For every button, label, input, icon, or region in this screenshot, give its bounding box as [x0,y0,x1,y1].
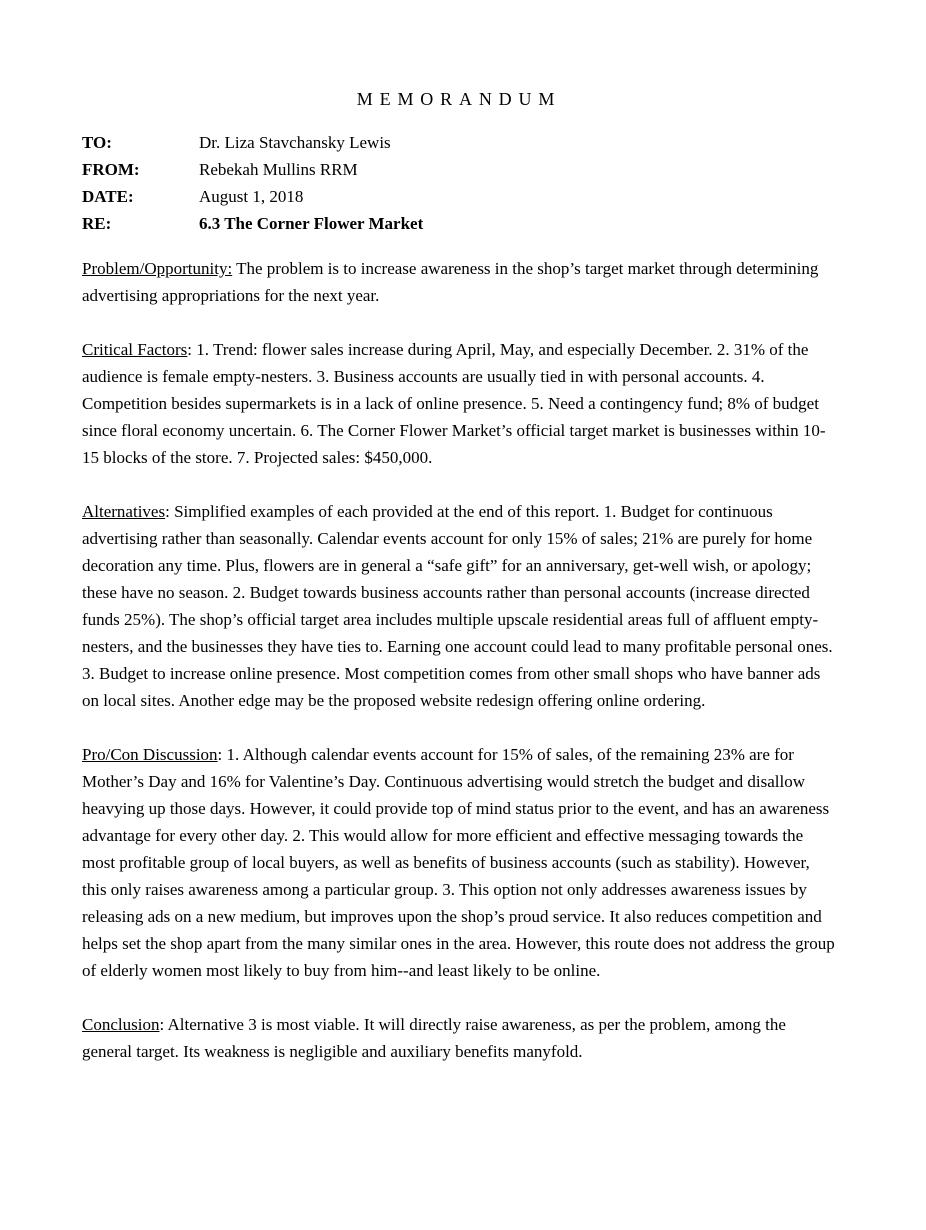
section-heading: Pro/Con Discussion [82,745,218,764]
paragraph-critical-factors [82,336,836,471]
header-row-to [82,129,423,156]
paragraph-problem-opportunity [82,255,836,309]
header-row-re [82,210,423,237]
section-separator: : [187,340,197,359]
memo-title: MEMORANDUM [356,89,562,109]
header-row-from [82,156,423,183]
header-field-value: Rebekah Mullins RRM [199,160,358,179]
paragraph-pro-con-discussion [82,741,836,984]
section-body: The problem is to increase awareness in the shop’s target market through determining advertising appropriations for the next year. [82,259,819,305]
section-heading: Conclusion [82,1015,160,1034]
header-field-value: Dr. Liza Stavchansky Lewis [199,133,391,152]
section-separator: : [217,745,227,764]
header-field-value: August 1, 2018 [199,187,304,206]
section-heading: Alternatives [82,502,166,521]
section-body: 1. Trend: flower sales increase during April, May, and especially December. 2. 31% of the audience is female empty-nesters. 3. Business accounts are usually tied in with personal accounts. 4. Competition besides supermarkets is in a lack of online presence. 5. Need a contingency fund; 8% of budget since floral economy uncertain. 6. The Corner Flower Market’s official target market is businesses within 10-15 blocks of the store. 7. Projected sales: $450,000. [82,340,826,467]
header-field-value: 6.3 The Corner Flower Market [199,214,424,233]
header-row-date [82,183,423,210]
header-field-label: FROM: [82,160,140,179]
section-separator: : [159,1015,168,1034]
paragraph-alternatives [82,498,836,714]
section-body: Alternative 3 is most viable. It will directly raise awareness, as per the problem, among the general target. Its weakness is negligible and auxiliary benefits manyfold. [82,1015,786,1061]
section-heading: Critical Factors [82,340,188,359]
header-field-label: DATE: [82,187,134,206]
section-separator: : [165,502,175,521]
header-field-label: RE: [82,214,112,233]
header-field-label: TO: [82,133,112,152]
section-body: Simplified examples of each provided at the end of this report. 1. Budget for continuous advertising rather than seasonally. Calendar events account for only 15% of sales; 21% are purely for home decoration any time. Plus, flowers are in general a “safe gift” for an anniversary, get-well wish, or apology; these have no season. 2. Budget towards business accounts rather than personal accounts (increase directed funds 25%). The shop’s official target area includes multiple upscale residential areas full of affluent empty-nesters, and the businesses they have ties to. Earning one account could lead to many profitable personal ones. 3. Budget to increase online presence. Most competition comes from other small shops who have banner ads on local sites. Another edge may be the proposed website redesign offering online ordering. [82,502,833,710]
section-heading: Problem/Opportunity: [82,259,233,278]
paragraph-conclusion [82,1011,836,1065]
memo-header-fields [82,129,423,237]
section-body: 1. Although calendar events account for 15% of sales, of the remaining 23% are for Mother’s Day and 16% for Valentine’s Day. Continuous advertising would stretch the budget and disallow heavying up those days. However, it could provide top of mind status prior to the event, and has an awareness advantage for every other day. 2. This would allow for more efficient and effective messaging towards the most profitable group of local buyers, as well as benefits of business accounts (such as stability). However, this only raises awareness among a particular group. 3. This option not only addresses awareness issues by releasing ads on a new medium, but improves upon the shop’s proud service. It also reduces competition and helps set the shop apart from the many similar ones in the area. However, this route does not address the group of elderly women most likely to buy from him--and least likely to be online. [82,745,835,980]
